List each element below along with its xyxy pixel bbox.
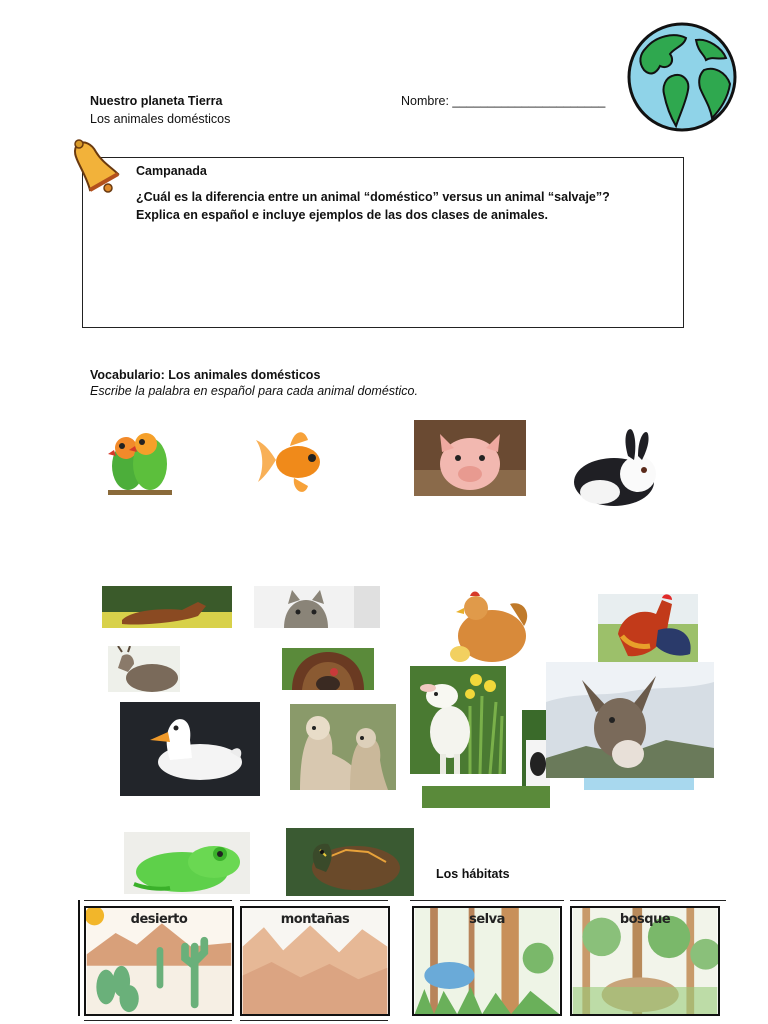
goldfish-image <box>250 420 334 504</box>
rabbit-image <box>570 426 662 508</box>
bell-ringer-box[interactable] <box>82 157 684 328</box>
turkey-image <box>282 648 374 690</box>
habitat-label-desierto: desierto <box>130 912 188 927</box>
habitat-mountains <box>240 906 390 1016</box>
horse-image <box>102 586 232 628</box>
habitat-desert <box>84 906 234 1016</box>
goat-image <box>108 646 180 692</box>
habitat-label-selva: selva <box>469 912 505 927</box>
divider-line <box>410 900 564 901</box>
bell-ringer-question-1: ¿Cuál es la diferencia entre un animal “doméstico” versus un animal “salvaje”? <box>136 190 610 204</box>
vocabulary-instruction: Escribe la palabra en español para cada animal doméstico. <box>90 384 418 398</box>
frog-image <box>124 832 250 894</box>
alpaca-image <box>290 704 396 790</box>
rooster-image <box>598 594 698 662</box>
divider-line <box>240 900 388 901</box>
hen-image <box>440 590 536 662</box>
water-strip-fragment <box>584 778 694 790</box>
habitat-label-bosque: bosque <box>619 912 671 927</box>
lovebirds-image <box>104 420 176 504</box>
globe-icon <box>626 18 738 136</box>
duck-image <box>120 702 260 796</box>
lamb-image <box>410 666 506 774</box>
donkey-image <box>546 662 714 778</box>
habitat-label-montanas: montañas <box>280 912 350 927</box>
habitat-jungle <box>412 906 562 1016</box>
worksheet-subtitle: Los animales domésticos <box>90 112 231 126</box>
bell-ringer-question-2: Explica en español e incluye ejemplos de las dos clases de animales. <box>136 208 548 222</box>
turtle-image <box>286 828 414 896</box>
name-field[interactable]: Nombre: ______________________ <box>401 94 606 108</box>
habitats-heading: Los hábitats <box>436 867 510 881</box>
bell-icon <box>70 138 122 194</box>
cat-image <box>254 586 380 628</box>
unit-title: Nuestro planeta Tierra <box>90 94 223 108</box>
pig-image <box>414 420 526 496</box>
divider-line <box>84 1020 232 1021</box>
divider-line <box>570 900 726 901</box>
divider-line-vertical <box>78 900 80 1016</box>
divider-line <box>84 900 232 901</box>
grass-image-fragment <box>422 786 550 808</box>
vocabulary-heading: Vocabulario: Los animales domésticos <box>90 368 321 382</box>
divider-line <box>240 1020 388 1021</box>
bell-ringer-title: Campanada <box>136 164 207 178</box>
habitat-forest <box>570 906 720 1016</box>
